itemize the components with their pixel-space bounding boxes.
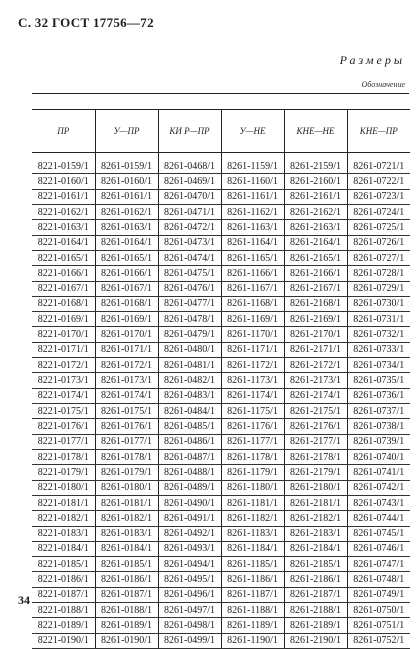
cell-u-pr: 8261-0186/1 xyxy=(95,572,158,587)
cell-u-pr: 8261-0190/1 xyxy=(95,633,158,648)
cell-u-pr: 8261-0162/1 xyxy=(95,204,158,219)
cell-kir-pr: 8261-0485/1 xyxy=(158,419,221,434)
cell-kir-pr: 8261-0497/1 xyxy=(158,603,221,618)
cell-kne-ne: 8261-2180/1 xyxy=(284,480,347,495)
cell-kne-ne: 8261-2189/1 xyxy=(284,618,347,633)
cell-kne-pr: 8261-0727/1 xyxy=(347,250,410,265)
cell-kne-ne: 8261-2169/1 xyxy=(284,312,347,327)
cell-kir-pr: 8261-0472/1 xyxy=(158,220,221,235)
table-row xyxy=(32,250,410,265)
cell-pr: 8221-0159/1 xyxy=(32,159,95,174)
cell-kne-pr: 8261-0749/1 xyxy=(347,587,410,602)
cell-kir-pr: 8261-0498/1 xyxy=(158,618,221,633)
table-row xyxy=(32,465,410,480)
header-row xyxy=(32,110,410,153)
column-header-kir-pr: КИ Р—ПР xyxy=(158,110,221,153)
cell-kne-ne: 8261-2187/1 xyxy=(284,587,347,602)
cell-u-ne: 8261-1161/1 xyxy=(221,189,284,204)
cell-u-ne: 8261-1187/1 xyxy=(221,587,284,602)
table-row xyxy=(32,434,410,449)
cell-kne-pr: 8261-0751/1 xyxy=(347,618,410,633)
table-row xyxy=(32,603,410,618)
section-title: Размеры xyxy=(339,53,405,67)
table-row xyxy=(32,572,410,587)
table-row xyxy=(32,404,410,419)
cell-kne-pr: 8261-0743/1 xyxy=(347,495,410,510)
cell-kne-ne: 8261-2162/1 xyxy=(284,204,347,219)
cell-pr: 8221-0168/1 xyxy=(32,296,95,311)
cell-pr: 8221-0166/1 xyxy=(32,266,95,281)
cell-pr: 8221-0171/1 xyxy=(32,342,95,357)
cell-kir-pr: 8261-0483/1 xyxy=(158,388,221,403)
cell-pr: 8221-0170/1 xyxy=(32,327,95,342)
cell-kne-pr: 8261-0730/1 xyxy=(347,296,410,311)
cell-u-pr: 8261-0167/1 xyxy=(95,281,158,296)
cell-u-pr: 8261-0160/1 xyxy=(95,174,158,189)
table-row xyxy=(32,327,410,342)
column-header-u-pr: У—ПР xyxy=(95,110,158,153)
cell-kne-ne: 8261-2167/1 xyxy=(284,281,347,296)
cell-u-ne: 8261-1190/1 xyxy=(221,633,284,648)
cell-u-ne: 8261-1188/1 xyxy=(221,603,284,618)
cell-u-ne: 8261-1165/1 xyxy=(221,250,284,265)
cell-pr: 8221-0185/1 xyxy=(32,557,95,572)
cell-kne-ne: 8261-2181/1 xyxy=(284,495,347,510)
cell-kne-ne: 8261-2188/1 xyxy=(284,603,347,618)
table-row xyxy=(32,189,410,204)
cell-u-pr: 8261-0165/1 xyxy=(95,250,158,265)
table-row xyxy=(32,266,410,281)
cell-kir-pr: 8261-0477/1 xyxy=(158,296,221,311)
cell-u-ne: 8261-1182/1 xyxy=(221,511,284,526)
cell-u-ne: 8261-1164/1 xyxy=(221,235,284,250)
cell-kne-pr: 8261-0724/1 xyxy=(347,204,410,219)
cell-u-pr: 8261-0184/1 xyxy=(95,541,158,556)
table-row xyxy=(32,633,410,648)
designation-table xyxy=(32,109,410,649)
cell-u-ne: 8261-1189/1 xyxy=(221,618,284,633)
cell-kir-pr: 8261-0474/1 xyxy=(158,250,221,265)
column-header-pr: ПР xyxy=(32,110,95,153)
cell-kne-ne: 8261-2175/1 xyxy=(284,404,347,419)
cell-u-pr: 8261-0179/1 xyxy=(95,465,158,480)
cell-u-pr: 8261-0187/1 xyxy=(95,587,158,602)
cell-kir-pr: 8261-0481/1 xyxy=(158,358,221,373)
cell-pr: 8221-0174/1 xyxy=(32,388,95,403)
cell-kne-ne: 8261-2168/1 xyxy=(284,296,347,311)
cell-pr: 8221-0187/1 xyxy=(32,587,95,602)
cell-kir-pr: 8261-0486/1 xyxy=(158,434,221,449)
cell-kir-pr: 8261-0484/1 xyxy=(158,404,221,419)
cell-kir-pr: 8261-0499/1 xyxy=(158,633,221,648)
cell-kne-pr: 8261-0740/1 xyxy=(347,449,410,464)
cell-u-ne: 8261-1180/1 xyxy=(221,480,284,495)
table-row xyxy=(32,557,410,572)
cell-u-ne: 8261-1176/1 xyxy=(221,419,284,434)
cell-u-pr: 8261-0181/1 xyxy=(95,495,158,510)
table-row xyxy=(32,174,410,189)
cell-kne-pr: 8261-0726/1 xyxy=(347,235,410,250)
cell-kne-pr: 8261-0729/1 xyxy=(347,281,410,296)
cell-kne-ne: 8261-2176/1 xyxy=(284,419,347,434)
cell-u-ne: 8261-1177/1 xyxy=(221,434,284,449)
cell-kne-ne: 8261-2164/1 xyxy=(284,235,347,250)
cell-u-pr: 8261-0176/1 xyxy=(95,419,158,434)
cell-pr: 8221-0184/1 xyxy=(32,541,95,556)
cell-kne-pr: 8261-0735/1 xyxy=(347,373,410,388)
cell-kne-pr: 8261-0732/1 xyxy=(347,327,410,342)
cell-kir-pr: 8261-0471/1 xyxy=(158,204,221,219)
cell-kne-ne: 8261-2166/1 xyxy=(284,266,347,281)
cell-kne-pr: 8261-0734/1 xyxy=(347,358,410,373)
document-header-title: С. 32 ГОСТ 17756—72 xyxy=(18,15,154,30)
cell-kir-pr: 8261-0469/1 xyxy=(158,174,221,189)
cell-kne-pr: 8261-0736/1 xyxy=(347,388,410,403)
designation-rule xyxy=(32,93,409,94)
cell-kir-pr: 8261-0482/1 xyxy=(158,373,221,388)
cell-u-pr: 8261-0189/1 xyxy=(95,618,158,633)
cell-pr: 8221-0162/1 xyxy=(32,204,95,219)
cell-u-ne: 8261-1183/1 xyxy=(221,526,284,541)
cell-pr: 8221-0173/1 xyxy=(32,373,95,388)
cell-pr: 8221-0164/1 xyxy=(32,235,95,250)
cell-u-ne: 8261-1163/1 xyxy=(221,220,284,235)
cell-kir-pr: 8261-0479/1 xyxy=(158,327,221,342)
cell-pr: 8221-0180/1 xyxy=(32,480,95,495)
cell-kne-pr: 8261-0731/1 xyxy=(347,312,410,327)
cell-kne-ne: 8261-2174/1 xyxy=(284,388,347,403)
cell-kne-pr: 8261-0722/1 xyxy=(347,174,410,189)
cell-u-ne: 8261-1166/1 xyxy=(221,266,284,281)
cell-kne-ne: 8261-2184/1 xyxy=(284,541,347,556)
cell-kne-pr: 8261-0721/1 xyxy=(347,159,410,174)
cell-pr: 8221-0169/1 xyxy=(32,312,95,327)
table-row xyxy=(32,281,410,296)
table-row xyxy=(32,388,410,403)
cell-kne-ne: 8261-2173/1 xyxy=(284,373,347,388)
cell-u-ne: 8261-1175/1 xyxy=(221,404,284,419)
cell-kir-pr: 8261-0476/1 xyxy=(158,281,221,296)
cell-u-ne: 8261-1171/1 xyxy=(221,342,284,357)
cell-kne-ne: 8261-2159/1 xyxy=(284,159,347,174)
cell-pr: 8221-0178/1 xyxy=(32,449,95,464)
cell-pr: 8221-0163/1 xyxy=(32,220,95,235)
cell-kne-pr: 8261-0739/1 xyxy=(347,434,410,449)
cell-kne-ne: 8261-2170/1 xyxy=(284,327,347,342)
cell-kne-pr: 8261-0748/1 xyxy=(347,572,410,587)
cell-u-pr: 8261-0161/1 xyxy=(95,189,158,204)
cell-pr: 8221-0160/1 xyxy=(32,174,95,189)
cell-kne-pr: 8261-0738/1 xyxy=(347,419,410,434)
cell-kne-pr: 8261-0745/1 xyxy=(347,526,410,541)
cell-kir-pr: 8261-0475/1 xyxy=(158,266,221,281)
cell-u-ne: 8261-1170/1 xyxy=(221,327,284,342)
cell-kir-pr: 8261-0487/1 xyxy=(158,449,221,464)
cell-u-pr: 8261-0188/1 xyxy=(95,603,158,618)
cell-u-pr: 8261-0166/1 xyxy=(95,266,158,281)
cell-kne-ne: 8261-2183/1 xyxy=(284,526,347,541)
cell-u-pr: 8261-0183/1 xyxy=(95,526,158,541)
table-row xyxy=(32,526,410,541)
cell-kne-pr: 8261-0728/1 xyxy=(347,266,410,281)
table-row xyxy=(32,342,410,357)
cell-u-pr: 8261-0164/1 xyxy=(95,235,158,250)
cell-kir-pr: 8261-0496/1 xyxy=(158,587,221,602)
table-row xyxy=(32,618,410,633)
cell-u-pr: 8261-0163/1 xyxy=(95,220,158,235)
cell-kne-ne: 8261-2179/1 xyxy=(284,465,347,480)
cell-kir-pr: 8261-0490/1 xyxy=(158,495,221,510)
cell-u-ne: 8261-1173/1 xyxy=(221,373,284,388)
table-row xyxy=(32,511,410,526)
cell-u-pr: 8261-0177/1 xyxy=(95,434,158,449)
cell-pr: 8221-0188/1 xyxy=(32,603,95,618)
cell-kne-pr: 8261-0737/1 xyxy=(347,404,410,419)
cell-u-ne: 8261-1178/1 xyxy=(221,449,284,464)
cell-kir-pr: 8261-0494/1 xyxy=(158,557,221,572)
cell-u-pr: 8261-0173/1 xyxy=(95,373,158,388)
cell-u-ne: 8261-1169/1 xyxy=(221,312,284,327)
cell-kir-pr: 8261-0488/1 xyxy=(158,465,221,480)
cell-pr: 8221-0186/1 xyxy=(32,572,95,587)
cell-kne-pr: 8261-0723/1 xyxy=(347,189,410,204)
cell-pr: 8221-0189/1 xyxy=(32,618,95,633)
cell-kne-pr: 8261-0742/1 xyxy=(347,480,410,495)
cell-u-pr: 8261-0178/1 xyxy=(95,449,158,464)
cell-kne-ne: 8261-2190/1 xyxy=(284,633,347,648)
cell-kir-pr: 8261-0492/1 xyxy=(158,526,221,541)
cell-u-ne: 8261-1186/1 xyxy=(221,572,284,587)
table-row xyxy=(32,449,410,464)
cell-kne-ne: 8261-2178/1 xyxy=(284,449,347,464)
cell-pr: 8221-0179/1 xyxy=(32,465,95,480)
table-row xyxy=(32,220,410,235)
cell-pr: 8221-0177/1 xyxy=(32,434,95,449)
cell-u-pr: 8261-0175/1 xyxy=(95,404,158,419)
column-header-kne-ne: КНЕ—НЕ xyxy=(284,110,347,153)
cell-kir-pr: 8261-0491/1 xyxy=(158,511,221,526)
cell-pr: 8221-0167/1 xyxy=(32,281,95,296)
cell-kne-ne: 8261-2185/1 xyxy=(284,557,347,572)
cell-kne-ne: 8261-2163/1 xyxy=(284,220,347,235)
cell-kir-pr: 8261-0493/1 xyxy=(158,541,221,556)
column-header-u-ne: У—НЕ xyxy=(221,110,284,153)
cell-kne-ne: 8261-2172/1 xyxy=(284,358,347,373)
cell-kir-pr: 8261-0478/1 xyxy=(158,312,221,327)
cell-kne-ne: 8261-2160/1 xyxy=(284,174,347,189)
cell-kir-pr: 8261-0489/1 xyxy=(158,480,221,495)
cell-u-ne: 8261-1184/1 xyxy=(221,541,284,556)
cell-u-pr: 8261-0159/1 xyxy=(95,159,158,174)
cell-u-pr: 8261-0180/1 xyxy=(95,480,158,495)
cell-pr: 8221-0175/1 xyxy=(32,404,95,419)
cell-pr: 8221-0182/1 xyxy=(32,511,95,526)
table-row xyxy=(32,312,410,327)
cell-pr: 8221-0161/1 xyxy=(32,189,95,204)
cell-pr: 8221-0181/1 xyxy=(32,495,95,510)
cell-u-ne: 8261-1179/1 xyxy=(221,465,284,480)
cell-u-ne: 8261-1167/1 xyxy=(221,281,284,296)
cell-kir-pr: 8261-0468/1 xyxy=(158,159,221,174)
cell-u-ne: 8261-1159/1 xyxy=(221,159,284,174)
cell-u-ne: 8261-1162/1 xyxy=(221,204,284,219)
cell-u-ne: 8261-1181/1 xyxy=(221,495,284,510)
table-row xyxy=(32,358,410,373)
cell-kne-pr: 8261-0741/1 xyxy=(347,465,410,480)
cell-u-ne: 8261-1160/1 xyxy=(221,174,284,189)
cell-pr: 8221-0165/1 xyxy=(32,250,95,265)
table-row xyxy=(32,159,410,174)
table-row xyxy=(32,541,410,556)
cell-u-ne: 8261-1185/1 xyxy=(221,557,284,572)
column-header-kne-pr: КНЕ—ПР xyxy=(347,110,410,153)
cell-kne-pr: 8261-0725/1 xyxy=(347,220,410,235)
cell-u-pr: 8261-0169/1 xyxy=(95,312,158,327)
cell-pr: 8221-0176/1 xyxy=(32,419,95,434)
cell-u-ne: 8261-1168/1 xyxy=(221,296,284,311)
cell-kne-ne: 8261-2186/1 xyxy=(284,572,347,587)
cell-kne-pr: 8261-0744/1 xyxy=(347,511,410,526)
cell-kne-pr: 8261-0746/1 xyxy=(347,541,410,556)
cell-kir-pr: 8261-0473/1 xyxy=(158,235,221,250)
page-number: 34 xyxy=(18,593,30,607)
cell-kne-ne: 8261-2165/1 xyxy=(284,250,347,265)
cell-u-pr: 8261-0185/1 xyxy=(95,557,158,572)
table-row xyxy=(32,204,410,219)
cell-kne-ne: 8261-2171/1 xyxy=(284,342,347,357)
cell-u-pr: 8261-0172/1 xyxy=(95,358,158,373)
cell-kne-ne: 8261-2177/1 xyxy=(284,434,347,449)
cell-kir-pr: 8261-0470/1 xyxy=(158,189,221,204)
table-row xyxy=(32,235,410,250)
cell-kne-pr: 8261-0752/1 xyxy=(347,633,410,648)
cell-u-pr: 8261-0174/1 xyxy=(95,388,158,403)
table-row xyxy=(32,495,410,510)
table-row xyxy=(32,373,410,388)
table-row xyxy=(32,419,410,434)
table-body xyxy=(32,153,410,649)
cell-kne-pr: 8261-0750/1 xyxy=(347,603,410,618)
cell-kne-ne: 8261-2182/1 xyxy=(284,511,347,526)
table-row xyxy=(32,296,410,311)
cell-kne-pr: 8261-0733/1 xyxy=(347,342,410,357)
cell-kne-ne: 8261-2161/1 xyxy=(284,189,347,204)
designation-caption: Обозначение xyxy=(361,80,405,89)
cell-kir-pr: 8261-0495/1 xyxy=(158,572,221,587)
cell-kir-pr: 8261-0480/1 xyxy=(158,342,221,357)
cell-pr: 8221-0172/1 xyxy=(32,358,95,373)
cell-pr: 8221-0183/1 xyxy=(32,526,95,541)
cell-u-ne: 8261-1172/1 xyxy=(221,358,284,373)
cell-u-pr: 8261-0182/1 xyxy=(95,511,158,526)
cell-kne-pr: 8261-0747/1 xyxy=(347,557,410,572)
table-row xyxy=(32,480,410,495)
cell-u-ne: 8261-1174/1 xyxy=(221,388,284,403)
cell-u-pr: 8261-0168/1 xyxy=(95,296,158,311)
table-header xyxy=(32,110,410,153)
table-row xyxy=(32,587,410,602)
cell-u-pr: 8261-0171/1 xyxy=(95,342,158,357)
cell-u-pr: 8261-0170/1 xyxy=(95,327,158,342)
cell-pr: 8221-0190/1 xyxy=(32,633,95,648)
